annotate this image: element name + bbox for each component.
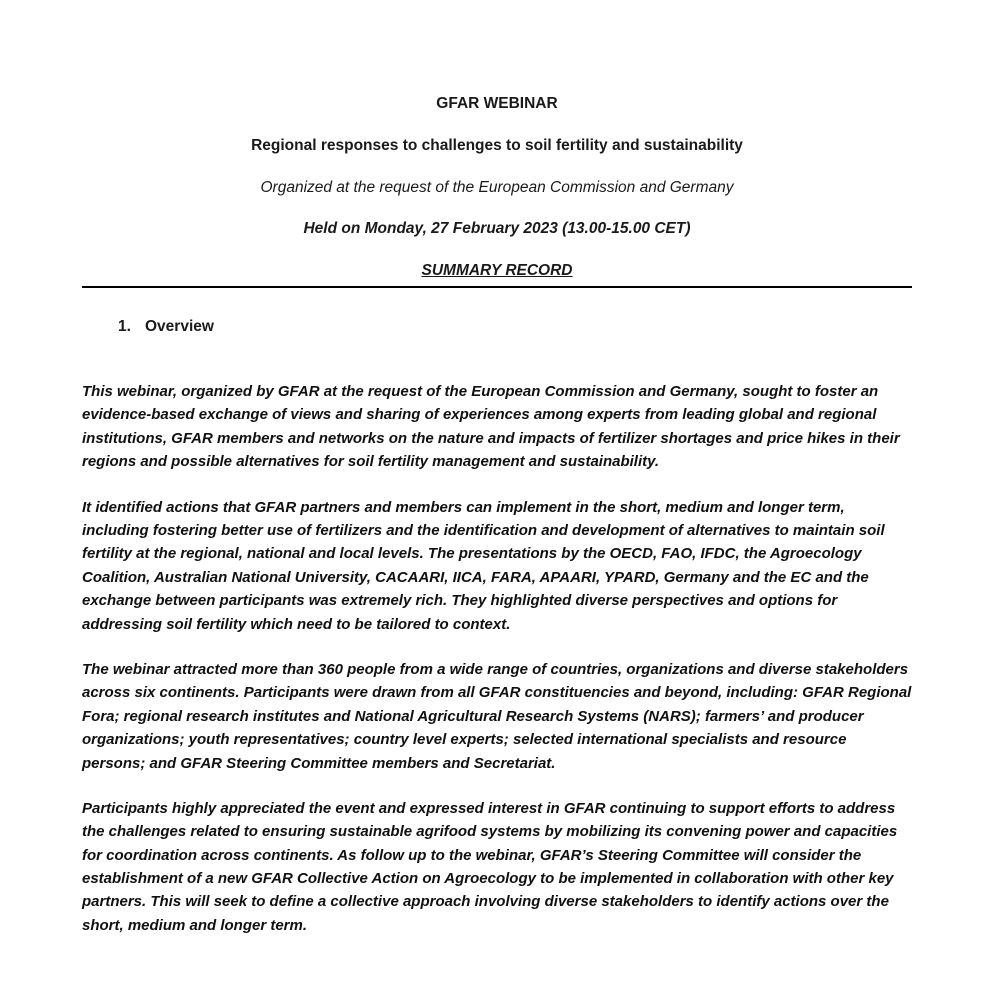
document-body — [82, 380, 912, 937]
paragraph-webinar-purpose: This webinar, organized by GFAR at the request of the European Commission and Germany, sought to foster an evidence-based exchange of views and sharing of experiences among experts from leading global and regional institutions, GFAR members and networks on the nature and impacts of fertilizer shortages and price hikes in their regions and possible alternatives for soil fertility management and sustainability. — [82, 383, 900, 471]
section-number: 1. — [118, 318, 131, 336]
section-title: Overview — [145, 318, 214, 336]
paragraph-attendance: The webinar attracted more than 360 people from a wide range of countries, organizations and diverse stakeholders across six continents. Participants were drawn from all GFAR constituencies and beyond, including: GFAR Regional Fora; regional research institutes and National Agricultural Research Systems (NARS); farmers’ and producer organizations; youth representatives; country level experts; selected international specialists and resource persons; and GFAR Steering Committee members and Secretariat. — [82, 660, 912, 772]
paragraph-identified-actions: It identified actions that GFAR partners and members can implement in the short, medium and longer term, including fostering better use of fertilizers and the identification and development of alternatives to maintain soil fertility at the regional, national and local levels. The presentations by the OECD, FAO, IFDC, the Agroecology Coalition, Australian National University, CACAARI, IICA, FARA, APAARI, YPARD, Germany and the EC and the exchange between participants was extremely rich. They highlighted diverse perspectives and options for addressing soil fertility which need to be tailored to context. — [82, 498, 885, 633]
organized-by-line: Organized at the request of the European Commission and Germany — [260, 178, 734, 196]
webinar-subtitle: Regional responses to challenges to soil fertility and sustainability — [251, 136, 743, 154]
webinar-title: GFAR WEBINAR — [436, 95, 558, 112]
section-heading-overview — [118, 318, 912, 336]
summary-record-label: SUMMARY RECORD — [421, 262, 573, 280]
date-line: Held on Monday, 27 February 2023 (13.00-15.00 CET) — [303, 220, 691, 238]
document-content — [82, 0, 912, 959]
paragraph-appreciation: Participants highly appreciated the event and expressed interest in GFAR continuing to support efforts to address the challenges related to ensuring sustainable agrifood systems by mobilizing its convening power and capacities for coordination across continents. As follow up to the webinar, GFAR’s Steering Committee will consider the establishment of a new GFAR Collective Action on Agroecology to be implemented in collaboration with other key partners. This will seek to define a collective approach involving diverse stakeholders to identify actions over the short, medium and longer term. — [82, 799, 898, 934]
document-header — [82, 0, 912, 288]
